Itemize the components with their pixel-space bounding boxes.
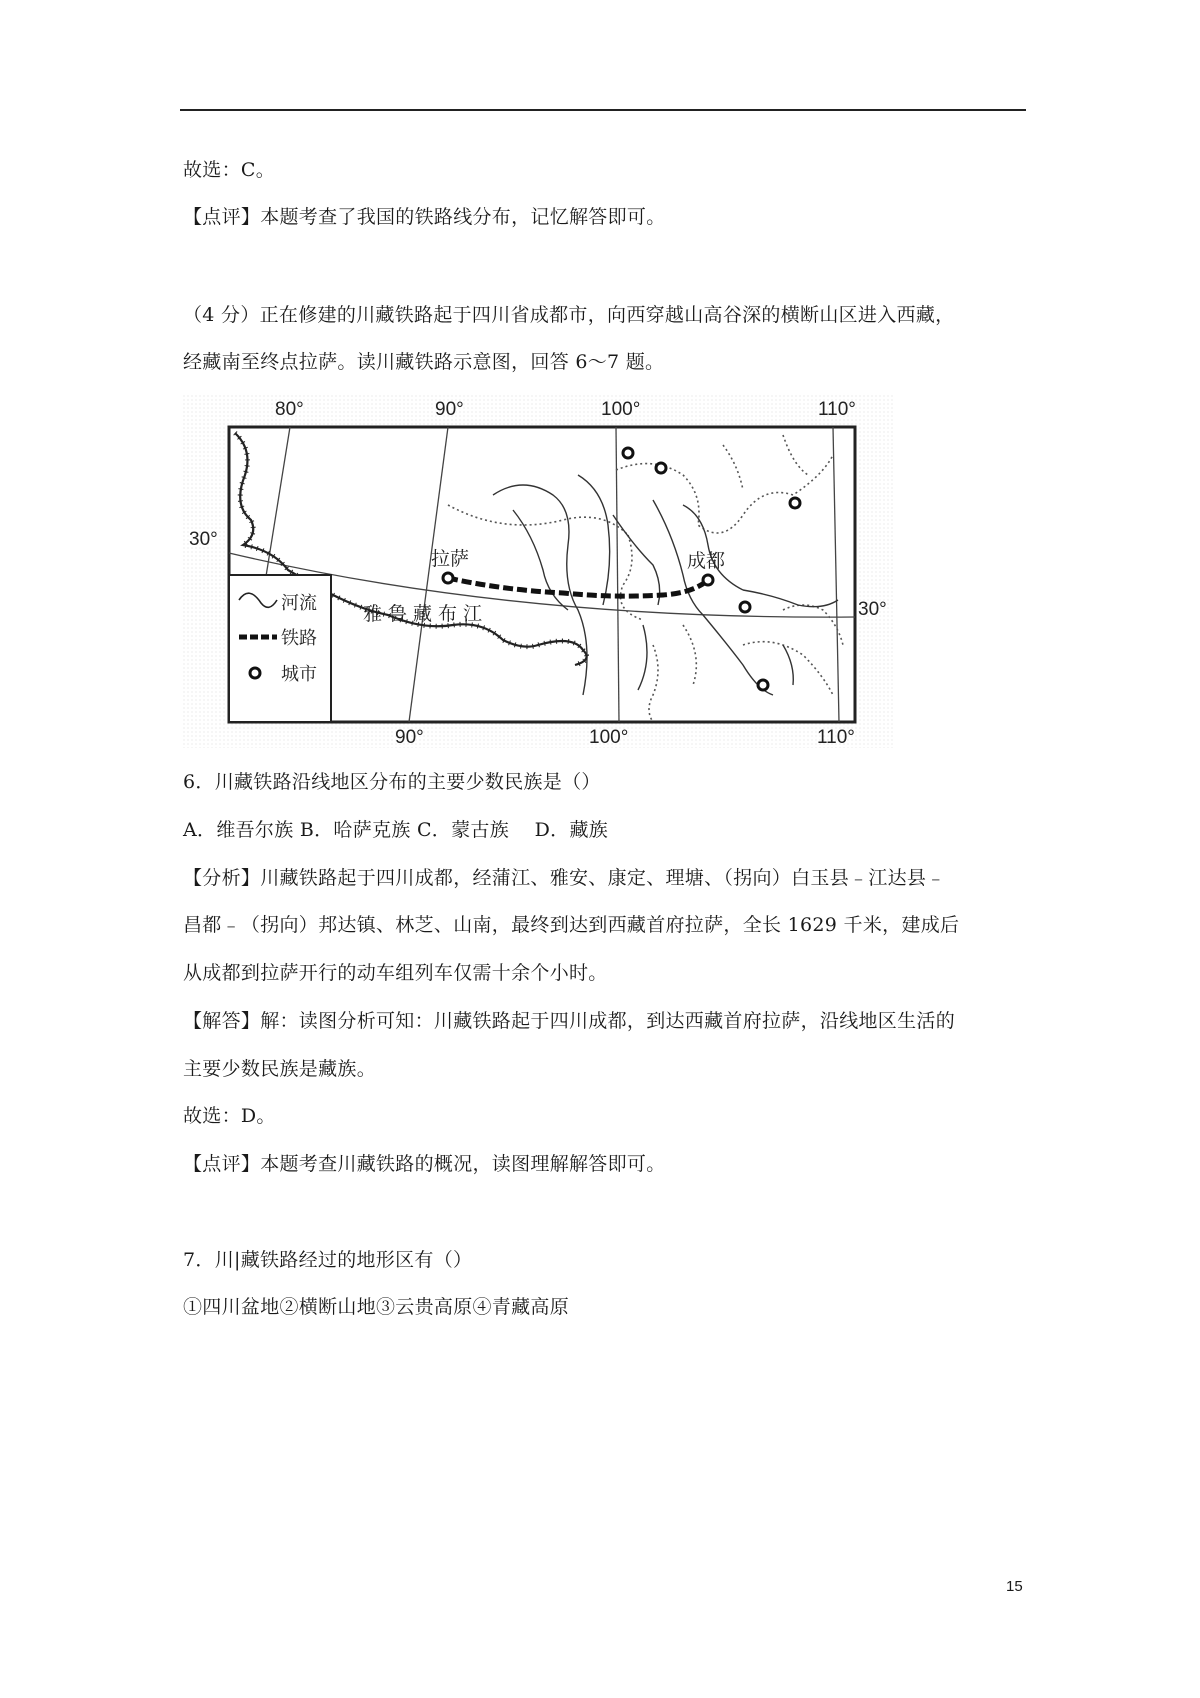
map-legend — [229, 575, 331, 722]
lon-label-bottom: 100° — [589, 727, 629, 748]
text-line: 【分析】川藏铁路起于四川成都，经蒲江、雅安、康定、理塘、（拐向）白玉县﹣江达县﹣ — [183, 867, 946, 889]
sichuan-tibet-railway-map — [183, 395, 895, 748]
city-marker-lhasa — [443, 573, 453, 583]
text-line: 【点评】本题考查川藏铁路的概况，读图理解解答即可。 — [183, 1153, 666, 1175]
legend-railway-label: 铁路 — [281, 628, 317, 648]
text-line: （4 分）正在修建的川藏铁路起于四川省成都市，向西穿越山高谷深的横断山区进入西藏， — [183, 304, 955, 326]
text-line: 经藏南至终点拉萨。读川藏铁路示意图，回答 6～7 题。 — [183, 351, 665, 373]
text-line: 7．川|藏铁路经过的地形区有（） — [183, 1249, 473, 1271]
lon-label-top: 80° — [275, 399, 304, 420]
legend-river-label: 河流 — [281, 593, 317, 613]
text-line: 6．川藏铁路沿线地区分布的主要少数民族是（） — [183, 771, 601, 793]
text-line: ①四川盆地②横断山地③云贵高原④青藏高原 — [183, 1296, 570, 1318]
lat-label-left: 30° — [189, 529, 218, 550]
legend-city-symbol — [250, 668, 260, 678]
lon-label-top: 90° — [435, 399, 464, 420]
city-label-chengdu: 成都 — [687, 551, 726, 572]
city-marker-chengdu — [703, 575, 713, 585]
city-marker — [790, 498, 800, 508]
text-line: 故选：C。 — [183, 159, 276, 181]
text-line: 【解答】解：读图分析可知：川藏铁路起于四川成都，到达西藏首府拉萨，沿线地区生活的 — [183, 1010, 956, 1032]
city-marker — [740, 602, 750, 612]
city-label-lhasa: 拉萨 — [431, 549, 470, 570]
city-marker — [656, 463, 666, 473]
river-label: 雅鲁藏布江 — [363, 604, 489, 625]
city-marker — [758, 680, 768, 690]
text-line: 主要少数民族是藏族。 — [183, 1058, 377, 1080]
text-line: 故选：D。 — [183, 1105, 276, 1127]
text-line: 【点评】本题考查了我国的铁路线分布，记忆解答即可。 — [183, 206, 666, 228]
text-line: A．维吾尔族 B．哈萨克族 C．蒙古族 D．藏族 — [183, 819, 609, 841]
page-number: 15 — [1006, 1578, 1023, 1595]
legend-city-label: 城市 — [281, 664, 317, 684]
lon-label-top: 100° — [601, 399, 641, 420]
header-rule — [180, 109, 1026, 111]
lat-label-right: 30° — [858, 599, 887, 620]
lon-label-top: 110° — [818, 399, 856, 420]
lon-label-bottom: 110° — [817, 727, 855, 748]
lon-label-bottom: 90° — [395, 727, 424, 748]
text-line: 昌都﹣（拐向）邦达镇、林芝、山南，最终到达到西藏首府拉萨，全长 1629 千米，建成后 — [183, 914, 960, 936]
city-marker — [623, 448, 633, 458]
text-line: 从成都到拉萨开行的动车组列车仅需十余个小时。 — [183, 962, 608, 984]
